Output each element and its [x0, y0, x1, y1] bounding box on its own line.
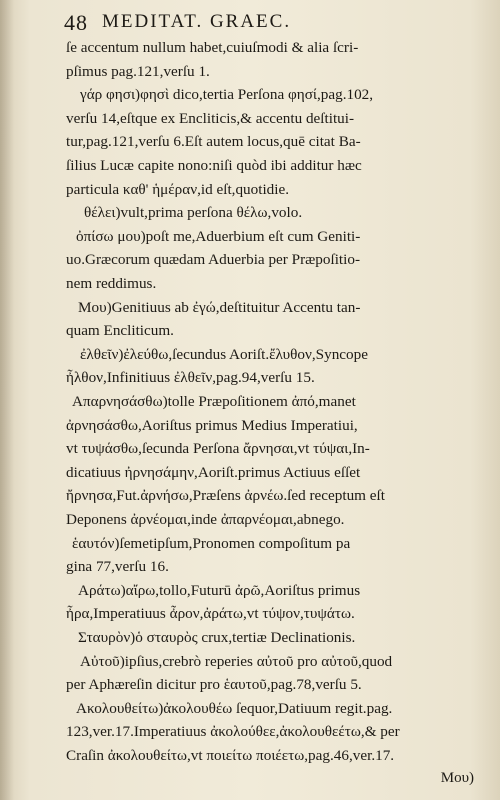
- catchword: Μου): [440, 770, 474, 786]
- text-line: ἐλθεῖν)ἐλεύθω,ſecundus Aoriſt.ἔλυθον,Syncope: [80, 345, 368, 363]
- text-line: ἀρνησάσθω,Aoriſtus primus Medius Imperatiui,: [66, 416, 358, 434]
- text-line: Μου)Genitiuus ab ἐγώ,deſtituitur Accentu tan-: [78, 298, 361, 316]
- text-line: tur,pag.121,verſu 6.Eſt autem locus,quē citat Ba-: [66, 133, 361, 151]
- text-line: Απαρνησάσθω)tolle Præpoſitionem ἀπό,manet: [72, 393, 356, 410]
- text-line: gina 77,verſu 16.: [66, 558, 169, 576]
- text-line: pſimus pag.121,verſu 1.: [66, 62, 210, 80]
- text-line: θέλει)vult,prima perſona θέλω,volo.: [84, 204, 303, 222]
- text-line: uo.Græcorum quædam Aduerbia per Præpoſitio-: [66, 251, 361, 269]
- text-line: ἦρα,Imperatiuus ἆρον,ἀράτω,vt τύψον,τυψάτω.: [66, 605, 355, 623]
- running-head: MEDITAT. GRAEC.: [102, 11, 292, 32]
- text-line: Αράτω)αἴρω,tollo,Futurū ἀρῶ,Aoriſtus primus: [78, 581, 361, 599]
- text-line: Σταυρὸν)ὁ σταυρὸς crux,tertiæ Declinationis.: [78, 629, 356, 646]
- text-line: ſe accentum nullum habet,cuiuſmodi & alia ſcri-: [66, 39, 359, 56]
- text-line: ἦλθον,Infinitiuus ἐλθεῖν,pag.94,verſu 15.: [66, 369, 315, 387]
- text-line: Αὐτοῦ)ipſius,crebrò reperies αὐτοῦ pro αὐτοῦ,quod: [80, 652, 393, 670]
- text-line: particula καθ' ἡμέραν,id eſt,quotidie.: [66, 180, 290, 198]
- text-line: Ακολουθείτω)ἀκολουθέω ſequor,Datiuum regit.pag.: [76, 699, 393, 717]
- text-line: Deponens ἀρνέομαι,inde ἀπαρνέομαι,abnego.: [66, 511, 345, 528]
- page-header: [64, 8, 464, 36]
- text-line: dicatiuus ἠρνησάμην,Aoriſt.primus Actiuus eſſet: [66, 463, 361, 481]
- text-line: 123,ver.17.Imperatiuus ἀκολούθεε,ἀκολουθεέτω,& per: [66, 723, 400, 741]
- page-number: 48: [64, 10, 88, 35]
- text-line: Craſin ἀκολουθείτω,vt ποιείτω ποιέετω,pag.46,ver.17.: [66, 747, 395, 764]
- text-line: ὀπίσω μου)poſt me,Aduerbium eſt cum Geniti-: [76, 227, 361, 245]
- text-line: vt τυψάσθω,ſecunda Perſona ἄρνησαι,vt τύψαι,In-: [66, 440, 370, 458]
- text-line: nem reddimus.: [66, 275, 157, 292]
- text-line: ἑαυτόν)ſemetipſum,Pronomen compoſitum pa: [72, 534, 351, 552]
- text-line: ſilius Lucæ capite nono:niſi quòd ibi additur hæc: [66, 157, 362, 174]
- text-line: verſu 14,eſtque ex Encliticis,& accentu deſtitui-: [66, 109, 355, 127]
- text-line: ἤρνησα,Fut.ἀρνήσω,Præſens ἀρνέω.ſed receptum eſt: [66, 487, 385, 505]
- text-line: quam Encliticum.: [66, 322, 174, 340]
- text-line: γάρ φησι)φησὶ dico,tertia Perſona φησί,pag.102,: [80, 86, 374, 104]
- text-line: per Aphæreſin dicitur pro ἑαυτοῦ,pag.78,verſu 5.: [66, 676, 362, 694]
